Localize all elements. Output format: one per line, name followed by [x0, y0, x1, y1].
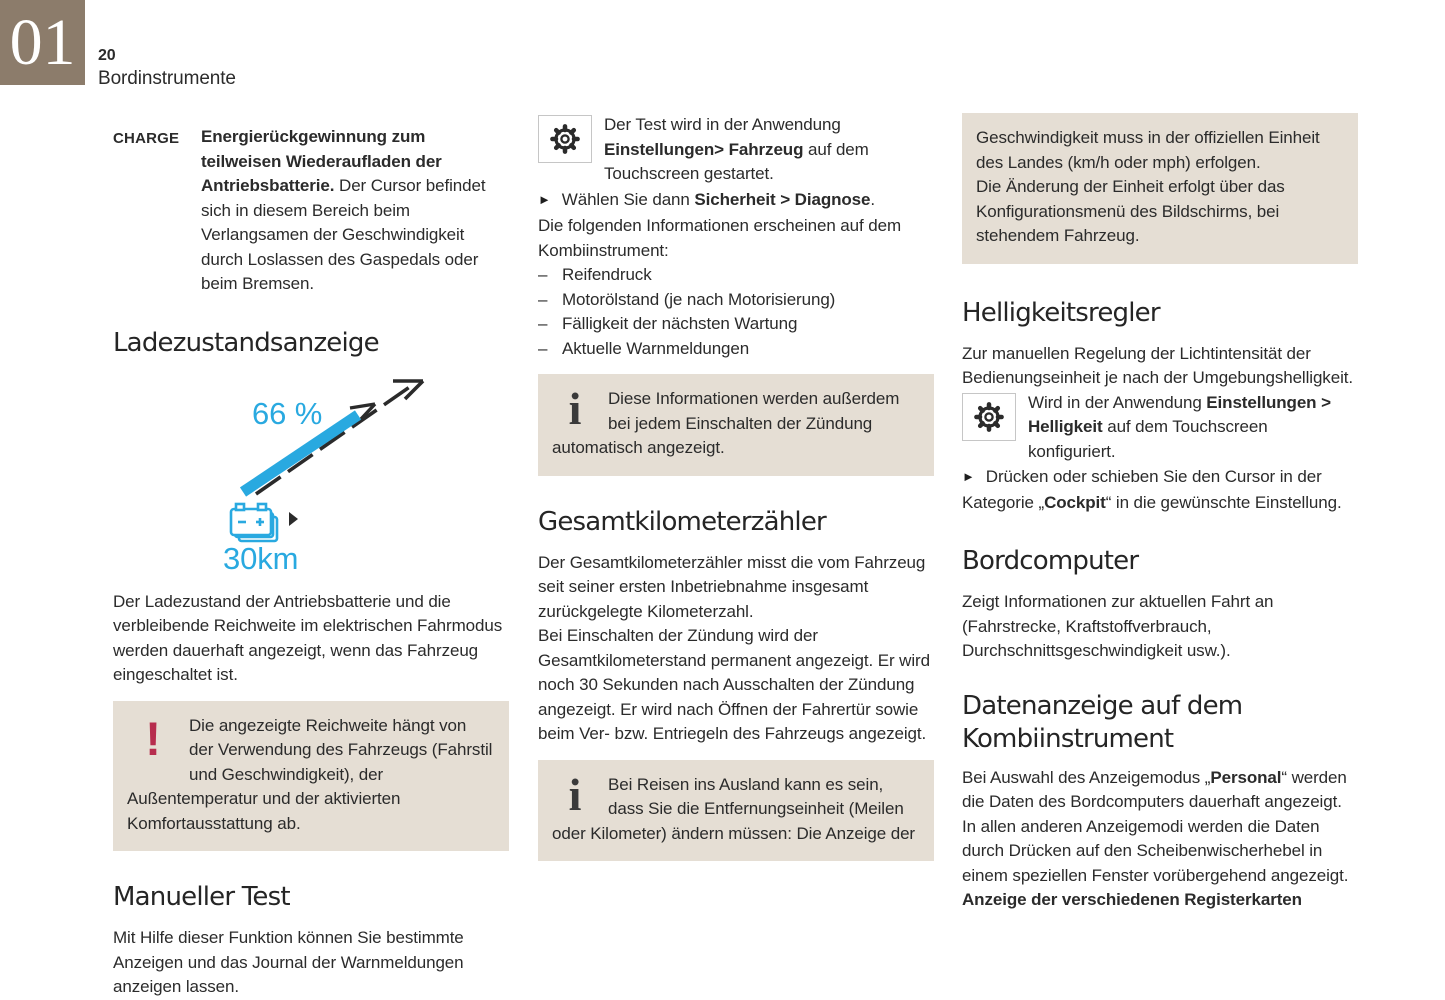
list-item-text: Fälligkeit der nächsten Wartung — [562, 314, 798, 333]
charge-definition — [113, 125, 509, 297]
brightness-note-text-2: auf dem Touchscreen konfiguriert. — [1028, 417, 1268, 461]
list-item-text: Motorölstand (je nach Motorisierung) — [562, 289, 836, 309]
settings-gear-box — [538, 115, 592, 163]
settings-note-text-2: auf dem Touchscreen gestartet. — [604, 139, 869, 183]
step-text-2: . — [870, 189, 876, 209]
data-display-body — [962, 766, 1358, 889]
odometer-body-2: Bei Einschalten der Zündung wird der Gesamtkilometerstand permanent angezeigt. Er wird noch 30 Sekunden nach Ausschalten der Zündung angezeigt. Er wird nach Öffnen der Fahrertür sowie beim Ver- bzw. Entriegeln des Fahrzeugs angezeigt. — [538, 626, 930, 743]
gear-icon — [547, 121, 583, 157]
info-icon: i — [568, 768, 582, 820]
page-number: 20 — [98, 47, 116, 64]
heading-bordcomputer: Bordcomputer — [962, 546, 1139, 576]
brightness-body: Zur manuellen Regelung der Lichtintensität der Bedienungseinheit je nach der Umgebungshelligkeit. — [962, 343, 1353, 387]
warning-text: Die angezeigte Reichweite hängt von der Verwendung des Fahrzeugs (Fahrstil und Geschwindigkeit), der Außentemperatur und der aktivierten Komfortausstattung ab. — [127, 715, 493, 833]
battery-next-arrow-icon — [289, 512, 298, 526]
settings-note-path: Einstellungen> Fahrzeug — [604, 139, 804, 159]
step-arrow-icon: ► — [962, 469, 975, 484]
list-dash: – — [538, 314, 548, 333]
chapter-number: 01 — [9, 5, 76, 79]
step-text: Drücken oder schieben Sie den Cursor in der Kategorie „ — [962, 467, 1322, 512]
heading-datenanzeige: Datenanzeige auf dem Kombiinstrument — [962, 690, 1243, 754]
info-icon: i — [568, 383, 582, 434]
settings-note — [538, 113, 934, 187]
data-display-mode: Personal — [1210, 767, 1282, 787]
step-path: Sicherheit > Diagnose — [694, 189, 871, 209]
units-note-line-2: Die Änderung der Einheit erfolgt über das Konfigurationsmenü des Bildschirms, bei stehendem Fahrzeug. — [976, 177, 1285, 245]
info-box-auto-display — [538, 374, 934, 476]
brightness-note-text: Wird in der Anwendung — [1028, 392, 1207, 412]
heading-manueller-test: Manueller Test — [113, 882, 290, 912]
list-dash: – — [538, 265, 548, 284]
trip-computer-body: Zeigt Informationen zur aktuellen Fahrt an (Fahrstrecke, Kraftstoffverbrauch, Durchschnittsgeschwindigkeit usw.). — [962, 592, 1274, 660]
column-1 — [113, 125, 509, 1000]
list-item-text: Aktuelle Warnmeldungen — [562, 338, 750, 358]
units-note-line-1: Geschwindigkeit muss in der offiziellen Einheit des Landes (km/h oder mph) erfolgen. — [976, 128, 1320, 172]
soc-percent-label: 66 % — [252, 395, 323, 431]
step-text: Wählen Sie dann — [561, 189, 695, 209]
warning-box — [113, 701, 509, 852]
column-2 — [538, 113, 934, 874]
info-box-units-continued — [962, 113, 1358, 264]
list-dash: – — [538, 289, 548, 309]
charge-description-text: Der Cursor befindet sich in diesem Bereich beim Verlangsamen der Geschwindigkeit durch Loslassen des Gaspedals oder beim Bremsen. — [201, 176, 486, 293]
range-label: 30km — [223, 540, 299, 576]
charge-gauge-illustration — [215, 372, 455, 577]
odometer-body-1: Der Gesamtkilometerzähler misst die vom Fahrzeug seit seiner ersten Inbetriebnahme insgesamt zurückgelegte Kilometerzahl. — [538, 552, 926, 621]
charge-description — [201, 125, 509, 297]
chapter-number-box — [0, 0, 85, 85]
heading-gesamtkilometerzaehler: Gesamtkilometerzähler — [538, 506, 826, 537]
step-category: Cockpit — [1044, 492, 1106, 512]
info-text: Bei Reisen ins Ausland kann es sein, dass Sie die Entfernungseinheit (Meilen oder Kilometer) ändern müssen: Die Anzeige der — [552, 774, 915, 843]
settings-gear-box — [962, 393, 1016, 441]
tabs-subheading: Anzeige der verschiedenen Registerkarten — [962, 890, 1302, 909]
warning-icon: ! — [145, 711, 161, 765]
battery-icon — [231, 504, 277, 541]
list-item — [538, 288, 934, 313]
charge-description-bold: Energierückgewinnung zum teilweisen Wiederaufladen der Antriebsbatterie. — [201, 127, 442, 195]
data-display-text-2: “ werden die Daten des Bordcomputers dauerhaft angezeigt. In allen anderen Anzeigemodi werden die Daten durch Drücken auf den Scheibenwischerhebel in einem speziellen Fenster vorübergehend angezeigt. — [962, 767, 1349, 885]
charge-gauge-figure — [113, 372, 509, 580]
section-title: Bordinstrumente — [98, 68, 236, 90]
manual-test-body: Mit Hilfe dieser Funktion können Sie bestimmte Anzeigen und das Journal der Warnmeldungen anzeigen lassen. — [113, 928, 464, 996]
info-text: Diese Informationen werden außerdem bei jedem Einschalten der Zündung automatisch angezeigt. — [552, 389, 900, 457]
heading-ladezustandsanzeige: Ladezustandsanzeige — [113, 327, 379, 358]
list-item — [538, 312, 934, 337]
brightness-settings-note — [962, 391, 1358, 465]
step-cockpit — [962, 465, 1358, 515]
list-dash: – — [538, 338, 548, 358]
gear-icon — [971, 399, 1007, 435]
column-3 — [962, 113, 1358, 913]
step-arrow-icon: ► — [538, 191, 551, 207]
brightness-note-path: Einstellungen > Helligkeit — [1028, 392, 1331, 436]
list-item — [538, 337, 934, 362]
data-display-text: Bei Auswahl des Anzeigemodus „ — [962, 767, 1211, 787]
soc-body: Der Ladezustand der Antriebsbatterie und die verbleibende Reichweite im elektrischen Fahrmodus werden dauerhaft angezeigt, wenn das Fahrzeug eingeschaltet ist. — [113, 591, 503, 684]
page-header — [98, 47, 236, 90]
list-item-text: Reifendruck — [562, 265, 652, 284]
list-item — [538, 263, 934, 288]
settings-note-text: Der Test wird in der Anwendung — [604, 115, 841, 134]
step-text-2: “ in die gewünschte Einstellung. — [1105, 492, 1342, 512]
heading-helligkeitsregler: Helligkeitsregler — [962, 297, 1160, 328]
diagnosis-list-intro: Die folgenden Informationen erscheinen auf dem Kombiinstrument: — [538, 216, 902, 260]
charge-label: CHARGE — [113, 130, 180, 147]
step-diagnose — [538, 188, 934, 214]
info-box-units — [538, 760, 934, 862]
